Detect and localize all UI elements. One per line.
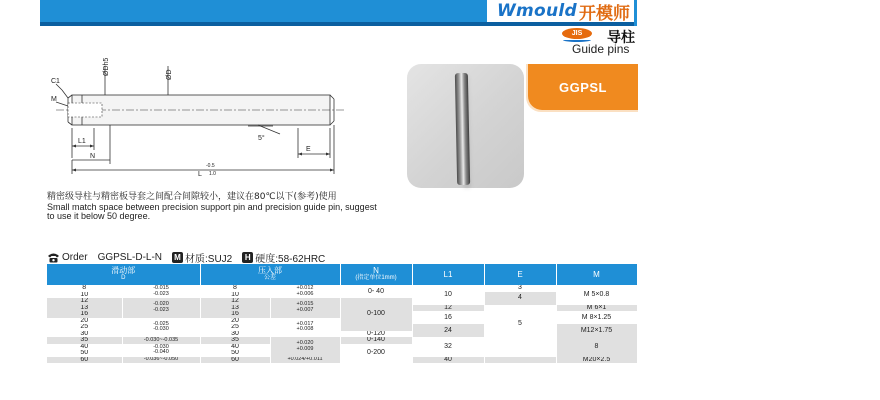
cell-p: 50: [200, 350, 270, 357]
product-code-tab: GGPSL: [528, 64, 638, 110]
label-m: M: [51, 96, 57, 103]
header-d: 滑动部 D: [47, 264, 200, 285]
cell-n: 0-100: [340, 298, 412, 331]
cell-p-tol: +0.012 +0.006: [270, 285, 340, 298]
cell-e-empty: [484, 357, 556, 364]
cell-m: M12×1.75: [556, 324, 637, 337]
cell-p: 35: [200, 337, 270, 344]
table-row: [47, 344, 637, 351]
cell-p: 60: [200, 357, 270, 364]
cell-d-tol: -0.030 -0.040: [122, 344, 200, 357]
page-title-cn: 导柱: [607, 30, 635, 46]
material-icon: M: [172, 252, 183, 263]
header-n: N (指定单位1mm): [340, 264, 412, 285]
label-angle: 5°: [258, 135, 265, 142]
cell-p-tol: +0.015 +0.007: [270, 298, 340, 318]
header-m: M: [556, 264, 637, 285]
order-material: 材质:SUJ2: [185, 253, 233, 265]
guide-pin-image: [455, 73, 470, 185]
brand-divider: [634, 0, 637, 26]
cell-e: 4: [484, 292, 556, 305]
cell-p: 20: [200, 318, 270, 325]
cell-m: M20×2.5: [556, 357, 637, 364]
page-title-en: Guide pins: [572, 42, 630, 56]
cell-p: 40: [200, 344, 270, 351]
cell-n: 0-140: [340, 337, 412, 344]
order-code: GGPSL-D-L-N: [97, 251, 163, 263]
cell-m: M 8×1.25: [556, 311, 637, 324]
label-l-tol-upper: -0.5: [206, 163, 215, 169]
cell-l1: 24: [412, 324, 484, 337]
cell-d: 20: [47, 318, 122, 325]
label-n: N: [90, 153, 96, 160]
cell-d-tol: -0.025 -0.030: [122, 318, 200, 338]
cell-d: 16: [47, 311, 122, 318]
technical-drawing: [48, 58, 354, 188]
order-label: Order: [62, 251, 88, 263]
brand-name-en: Wmould: [496, 1, 577, 21]
header-tolerance: 压入部 公差: [200, 264, 340, 285]
description-en-line2: to use it below 50 degree.: [47, 211, 151, 221]
jis-badge-label: JIS: [562, 28, 592, 39]
order-hardness: 硬度:58-62HRC: [255, 253, 326, 265]
cell-n: 0-120: [340, 331, 412, 338]
cell-n: 0- 40: [340, 285, 412, 298]
cell-p-tol: +0.020 +0.009: [270, 337, 340, 357]
cell-p: 13: [200, 305, 270, 312]
cell-d-tol: -0.015 -0.023: [122, 285, 200, 298]
cell-d: 10: [47, 292, 122, 299]
description: [47, 193, 447, 222]
order-info: [47, 251, 325, 263]
hardness-icon: H: [242, 252, 253, 263]
cell-e: 5: [484, 305, 556, 344]
cell-l1: 10: [412, 285, 484, 305]
cell-d: 8: [47, 285, 122, 292]
description-en-line1: Small match space between precision support pin and precision guide pin, suggest: [47, 201, 377, 212]
cell-d: 35: [47, 337, 122, 344]
thread-hole: [68, 103, 102, 117]
cell-e: 3: [484, 285, 556, 292]
cell-d: 60: [47, 357, 122, 364]
cell-p: 8: [200, 285, 270, 292]
label-e: E: [306, 146, 311, 153]
cell-d: 50: [47, 350, 122, 357]
jis-badge-icon: [562, 28, 592, 40]
cell-l1: 12: [412, 305, 484, 312]
cell-d: 40: [47, 344, 122, 351]
brand-logo: [487, 0, 636, 22]
brand-name-cn: 开模师: [579, 3, 630, 24]
cell-d: 12: [47, 298, 122, 305]
cell-d: 25: [47, 324, 122, 331]
cell-d-tol: -0.036~-0.050: [122, 357, 200, 364]
cell-p: 25: [200, 324, 270, 331]
description-cn: 精密级导柱与精密板导套之间配合间隙较小，建议在80℃以下(参考)使用: [47, 192, 337, 202]
cell-l1: 40: [412, 357, 484, 364]
header-e: E: [484, 264, 556, 285]
phone-icon: [47, 252, 60, 263]
label-l: L: [198, 171, 202, 178]
cell-p: 30: [200, 331, 270, 338]
cell-d-tol: -0.030~-0.035: [122, 337, 200, 344]
cell-m: M 6×1: [556, 305, 637, 312]
cell-l1: 32: [412, 337, 484, 357]
cell-e: 8: [556, 337, 637, 357]
cell-d: 30: [47, 331, 122, 338]
cell-p: 12: [200, 298, 270, 305]
cell-d: 13: [47, 305, 122, 312]
header-l1: L1: [412, 264, 484, 285]
cell-p-tol: +0.017 +0.008: [270, 318, 340, 338]
table-header-row: [47, 264, 637, 285]
spec-table: [47, 264, 638, 363]
cell-p: 10: [200, 292, 270, 299]
cell-m: M 5×0.8: [556, 285, 637, 305]
label-l-tol-lower: 1.0: [209, 171, 216, 177]
label-c1: C1: [51, 78, 60, 85]
label-od: ØD: [166, 69, 173, 80]
cell-p-tol: +0.024/+0.011: [270, 357, 340, 364]
cell-p: 16: [200, 311, 270, 318]
cell-l1: 16: [412, 311, 484, 324]
label-l1: L1: [78, 138, 86, 145]
cell-n: 0-200: [340, 344, 412, 364]
label-od-h5: ØDh5: [103, 58, 110, 76]
header-banner-shade: [40, 22, 636, 26]
cell-d-tol: -0.020 -0.023: [122, 298, 200, 318]
